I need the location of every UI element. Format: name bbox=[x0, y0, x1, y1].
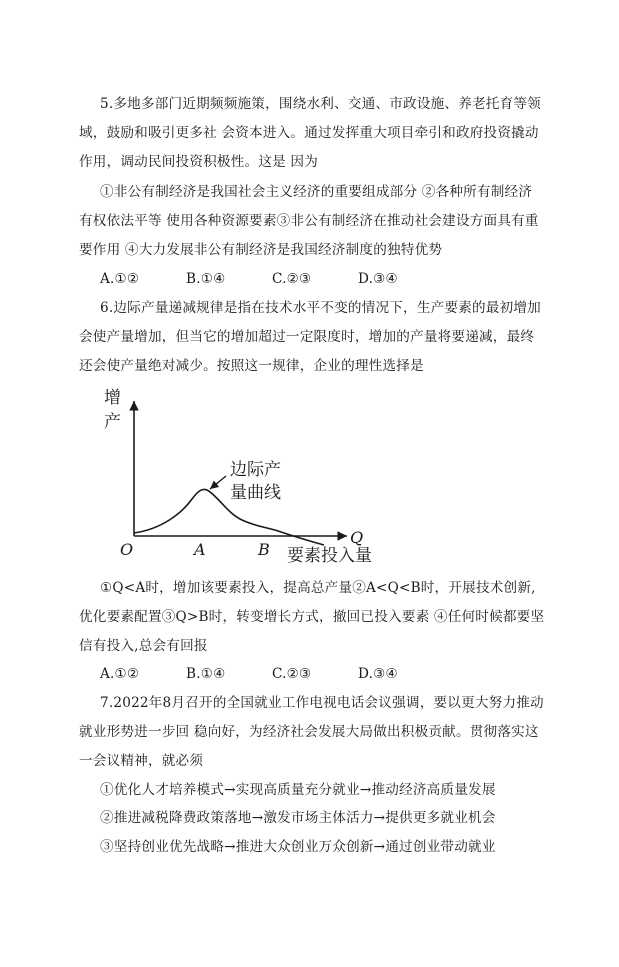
q5-line-3: 作用，调动民间投资积极性。这是 因为 bbox=[79, 154, 319, 170]
q6-statement-2: 优化要素配置③Q>B时，转变增长方式，撤回已投入要素 ④任何时候都要坚 bbox=[79, 609, 545, 625]
q7-statement-1: ①优化人才培养模式→实现高质量充分就业→推动经济高质量发展 bbox=[100, 782, 496, 798]
curve-label-2: 量曲线 bbox=[230, 483, 281, 503]
q6-option-a: A.①② bbox=[100, 666, 140, 682]
q7-line-1: 7.2022年8月召开的全国就业工作电视电话会议强调，要以更大努力推动 bbox=[100, 695, 544, 711]
q6-statement-1: ①Q<A时，增加该要素投入，提高总产量②A<Q<B时，开展技术创新, bbox=[100, 580, 536, 596]
point-a-label: A bbox=[194, 540, 206, 559]
q5-statement-2: 有权依法平等 使用各种资源要素③非公有制经济在推动社会建设方面具有重 bbox=[79, 213, 539, 229]
point-b-label: B bbox=[258, 540, 270, 559]
q7-line-3: 一会议精神，就必须 bbox=[79, 753, 204, 769]
q6-option-c: C.②③ bbox=[272, 666, 312, 682]
q5-line-1: 5.多地多部门近期频频施策，围绕水利、交通、市政设施、养老托育等领 bbox=[100, 96, 541, 112]
q5-statement-1: ①非公有制经济是我国社会主义经济的重要组成部分 ②各种所有制经济 bbox=[100, 184, 533, 200]
q5-option-b: B.①④ bbox=[186, 271, 226, 287]
q5-option-c: C.②③ bbox=[272, 271, 312, 287]
y-axis-label-2: 产 bbox=[104, 412, 121, 432]
q7-statement-3: ③坚持创业优先战略→推进大众创业万众创新→通过创业带动就业 bbox=[100, 839, 496, 855]
q7-line-2: 就业形势进一步回 稳向好，为经济社会发展大局做出积极贡献。贯彻落实这 bbox=[79, 724, 539, 740]
q5-line-2: 域，鼓励和吸引更多社 会资本进入。通过发挥重大项目牵引和政府投资撬动 bbox=[79, 125, 539, 141]
q5-statement-3: 要作用 ④大力发展非公有制经济是我国经济制度的独特优势 bbox=[79, 242, 443, 258]
curve-label-pointer bbox=[210, 476, 226, 489]
q6-line-1: 6.边际产量递减规律是指在技术水平不变的情况下，生产要素的最初增加 bbox=[100, 300, 541, 316]
q5-option-a: A.①② bbox=[100, 271, 140, 287]
q7-statement-2: ②推进减税降费政策落地→激发市场主体活力→提供更多就业机会 bbox=[100, 810, 496, 826]
x-axis-symbol: Q bbox=[350, 528, 364, 547]
q6-statement-3: 信有投入,总会有回报 bbox=[79, 638, 208, 654]
marginal-product-figure bbox=[92, 381, 382, 571]
q6-line-3: 还会使产量绝对减少。按照这一规律，企业的理性选择是 bbox=[79, 358, 424, 374]
q6-option-b: B.①④ bbox=[186, 666, 226, 682]
curve-label-1: 边际产 bbox=[230, 460, 281, 480]
x-axis-label: 要素投入量 bbox=[287, 546, 372, 566]
origin-label: O bbox=[120, 540, 134, 559]
q6-line-2: 会使产量增加，但当它的增加超过一定限度时，增加的产量将要递减，最终 bbox=[79, 329, 535, 345]
q6-option-d: D.③④ bbox=[358, 666, 398, 682]
y-axis-label-1: 增 bbox=[104, 388, 121, 408]
q5-option-d: D.③④ bbox=[358, 271, 398, 287]
